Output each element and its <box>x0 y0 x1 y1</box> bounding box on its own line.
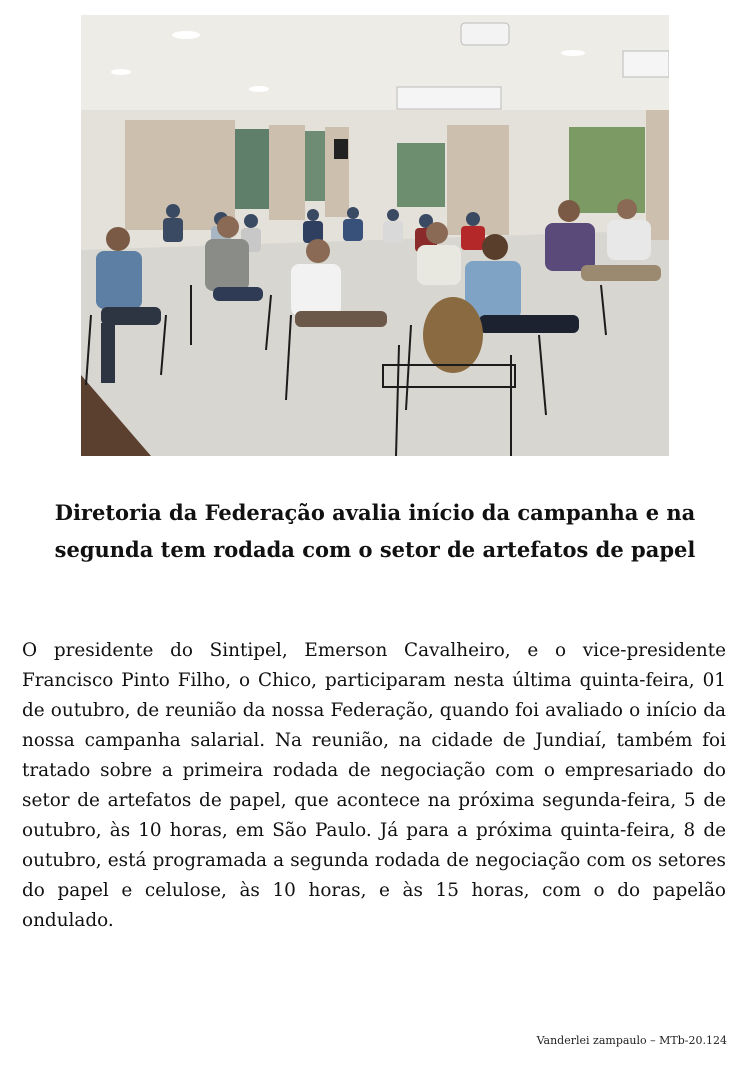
meeting-photo <box>81 15 669 456</box>
meeting-room-illustration <box>81 15 669 456</box>
article-headline: Diretoria da Federação avalia início da campanha e na segunda tem rodada com o setor de artefatos de papel <box>54 500 696 562</box>
article-body: O presidente do Sintipel, Emerson Cavalheiro, e o vice-presidente Francisco Pinto Filho, o Chico, participaram nesta última quinta-feira, 01 de outubro, de reunião da nossa Federação, quando foi avaliado o início da nossa campanha salarial. Na reunião, na cidade de Jundiaí, também foi tratado sobre a primeira rodada de negociação com o empresariado do setor de artefatos de papel, que acontece na próxima segunda-feira, 5 de outubro, às 10 horas, em São Paulo. Já para a próxima quinta-feira, 8 de outubro, está programada a segunda rodada de negociação com os setores do papel e celulose, às 10 horas, e às 15 horas, com o do papelão ondulado. <box>22 640 726 931</box>
author-credit: Vanderlei zampaulo – MTb-20.124 <box>536 1034 727 1047</box>
